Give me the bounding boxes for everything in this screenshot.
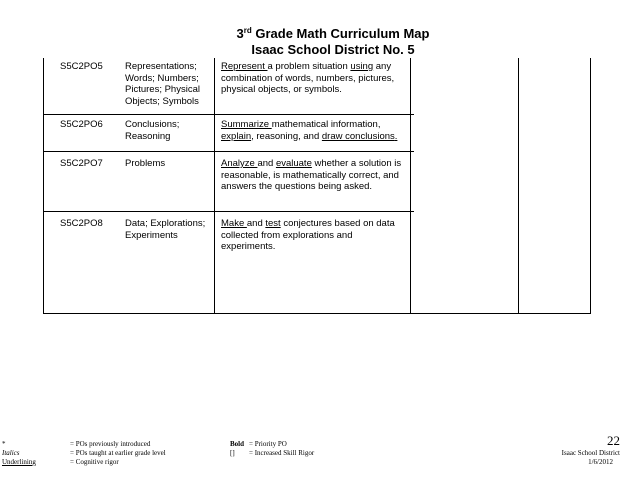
legend-bracket-symbol: [] — [230, 449, 235, 457]
po-description: Represent a problem situation using any combination of words, numbers, pictures, physical objects, or symbols. — [221, 61, 395, 95]
row-divider — [43, 151, 414, 152]
po-code: S5C2PO5 — [60, 61, 103, 72]
legend-star-symbol: * — [2, 440, 6, 448]
legend-italics-desc: = POs taught at earlier grade level — [70, 449, 166, 457]
po-code: S5C2PO7 — [60, 158, 103, 169]
page-title: 3rd Grade Math Curriculum Map — [236, 26, 430, 41]
po-description: Summarize mathematical information, explain, reasoning, and draw conclusions. — [221, 119, 398, 142]
key-concepts: Problems — [125, 158, 166, 169]
legend-italics-symbol: Italics — [2, 449, 20, 457]
key-concepts: Conclusions; Reasoning — [125, 119, 180, 142]
legend-underline-symbol: Underlining — [2, 458, 36, 466]
legend-bold-desc: = Priority PO — [249, 440, 287, 448]
key-concepts: Data; Explorations; Experiments — [125, 218, 206, 241]
column-divider — [518, 58, 519, 314]
column-divider — [214, 58, 215, 314]
po-code: S5C2PO8 — [60, 218, 103, 229]
key-concepts: Representations; Words; Numbers; Pictures; Physical Objects; Symbols — [125, 61, 200, 107]
footer-org: Isaac School District — [561, 449, 620, 457]
column-divider — [410, 58, 411, 314]
po-code: S5C2PO6 — [60, 119, 103, 130]
legend-bracket-desc: = Increased Skill Rigor — [249, 449, 315, 457]
district-title: Isaac School District No. 5 — [251, 42, 415, 57]
row-divider — [43, 114, 414, 115]
po-description: Make and test conjectures based on data collected from explorations and experiments. — [221, 218, 395, 252]
legend-star-desc: = POs previously introduced — [70, 440, 151, 448]
footer-date: 1/6/2012 — [588, 458, 613, 466]
legend-underline-desc: = Cognitive rigor — [70, 458, 119, 466]
legend-bold-symbol: Bold — [230, 440, 245, 448]
po-description: Analyze and evaluate whether a solution is reasonable, is mathematically correct, and answers the questions being asked. — [221, 158, 402, 192]
page-number: 22 — [607, 433, 620, 448]
row-divider — [43, 211, 414, 212]
